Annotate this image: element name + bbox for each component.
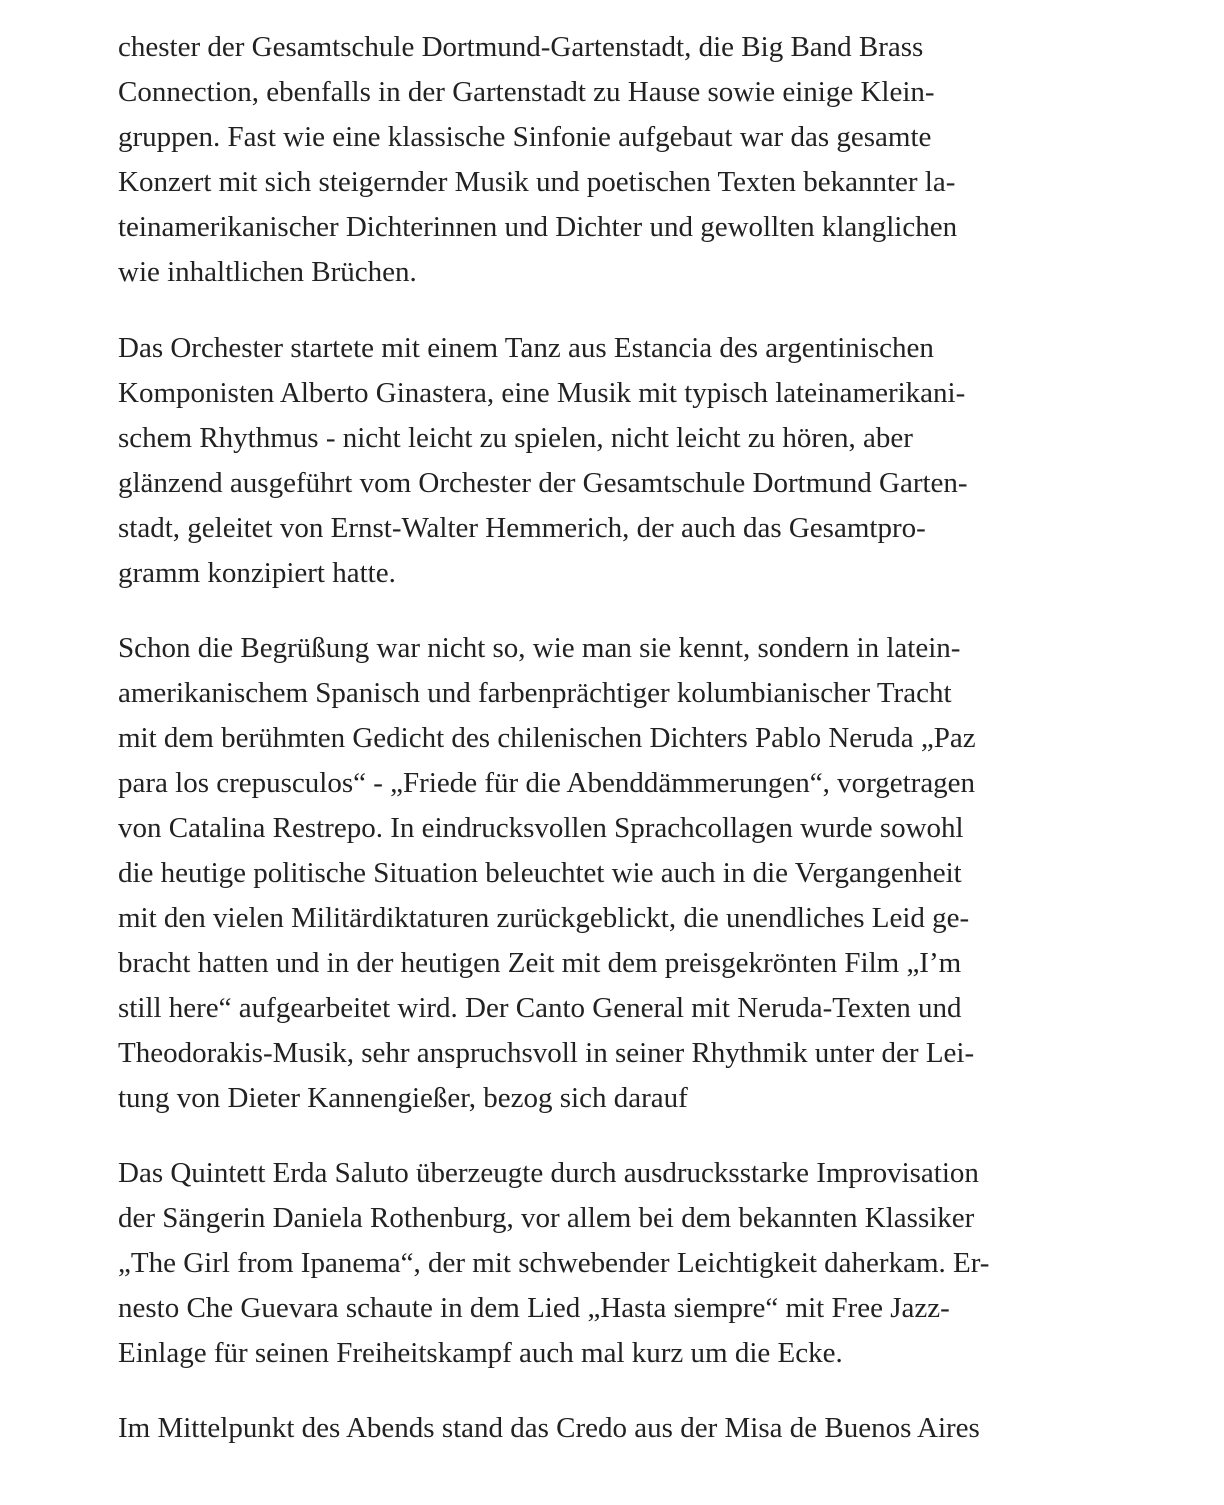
paragraph-4-line-5: Einlage für seinen Freiheitskampf auch mal kurz um die Ecke. <box>118 1337 843 1369</box>
paragraph-1-line-1: chester der Gesamtschule Dortmund-Gartenstadt, die Big Band Brass <box>118 31 924 63</box>
paragraph-1-line-3: gruppen. Fast wie eine klassische Sinfonie aufgebaut war das gesamte <box>118 121 932 153</box>
paragraph-2-line-1: Das Orchester startete mit einem Tanz aus Estancia des argentinischen <box>118 332 934 364</box>
paragraph-2-line-5: stadt, geleitet von Ernst-Walter Hemmerich, der auch das Gesamtpro- <box>118 512 926 544</box>
paragraph-3-line-8: bracht hatten und in der heutigen Zeit mit dem preisgekrönten Film „I’m <box>118 947 962 979</box>
paragraph-3-line-5: von Catalina Restrepo. In eindrucksvollen Sprachcollagen wurde sowohl <box>118 812 964 844</box>
paragraph-3-line-6: die heutige politische Situation beleuchtet wie auch in die Vergangenheit <box>118 857 962 889</box>
paragraph-1-line-4: Konzert mit sich steigernder Musik und poetischen Texten bekannter la- <box>118 166 956 198</box>
paragraph-4-line-2: der Sängerin Daniela Rothenburg, vor allem bei dem bekannten Klassiker <box>118 1202 975 1234</box>
paragraph-3-line-2: amerikanischem Spanisch und farbenprächtiger kolumbianischer Tracht <box>118 677 952 709</box>
paragraph-4-line-3: „The Girl from Ipanema“, der mit schwebender Leichtigkeit daherkam. Er- <box>118 1247 990 1279</box>
paragraph-3-line-11: tung von Dieter Kannengießer, bezog sich darauf <box>118 1082 688 1114</box>
paragraph-4-line-4: nesto Che Guevara schaute in dem Lied „Hasta siempre“ mit Free Jazz- <box>118 1292 950 1324</box>
paragraph-2-line-6: gramm konzipiert hatte. <box>118 557 396 589</box>
paragraph-2-line-4: glänzend ausgeführt vom Orchester der Gesamtschule Dortmund Garten- <box>118 467 968 499</box>
paragraph-3-line-1: Schon die Begrüßung war nicht so, wie man sie kennt, sondern in latein- <box>118 632 961 664</box>
paragraph-3-line-4: para los crepusculos“ - „Friede für die Abenddämmerungen“, vorgetragen <box>118 767 976 799</box>
paragraph-4-line-1: Das Quintett Erda Saluto überzeugte durch ausdrucksstarke Improvisation <box>118 1157 979 1189</box>
paragraph-5-line-1: Im Mittelpunkt des Abends stand das Credo aus der Misa de Buenos Aires <box>118 1412 980 1444</box>
paragraph-3-line-9: still here“ aufgearbeitet wird. Der Canto General mit Neruda-Texten und <box>118 992 962 1024</box>
paragraph-3-line-7: mit den vielen Militärdiktaturen zurückgeblickt, die unendliches Leid ge- <box>118 902 970 934</box>
paragraph-3-line-10: Theodorakis-Musik, sehr anspruchsvoll in seiner Rhythmik unter der Lei- <box>118 1037 975 1069</box>
paragraph-2-line-3: schem Rhythmus - nicht leicht zu spielen, nicht leicht zu hören, aber <box>118 422 913 454</box>
paragraph-1-line-2: Connection, ebenfalls in der Gartenstadt zu Hause sowie einige Klein- <box>118 76 935 108</box>
paragraph-3-line-3: mit dem berühmten Gedicht des chilenischen Dichters Pablo Neruda „Paz <box>118 722 976 754</box>
paragraph-2-line-2: Komponisten Alberto Ginastera, eine Musik mit typisch lateinamerikani- <box>118 377 966 409</box>
paragraph-1-line-6: wie inhaltlichen Brüchen. <box>118 256 417 288</box>
paragraph-1-line-5: teinamerikanischer Dichterinnen und Dichter und gewollten klanglichen <box>118 211 958 243</box>
